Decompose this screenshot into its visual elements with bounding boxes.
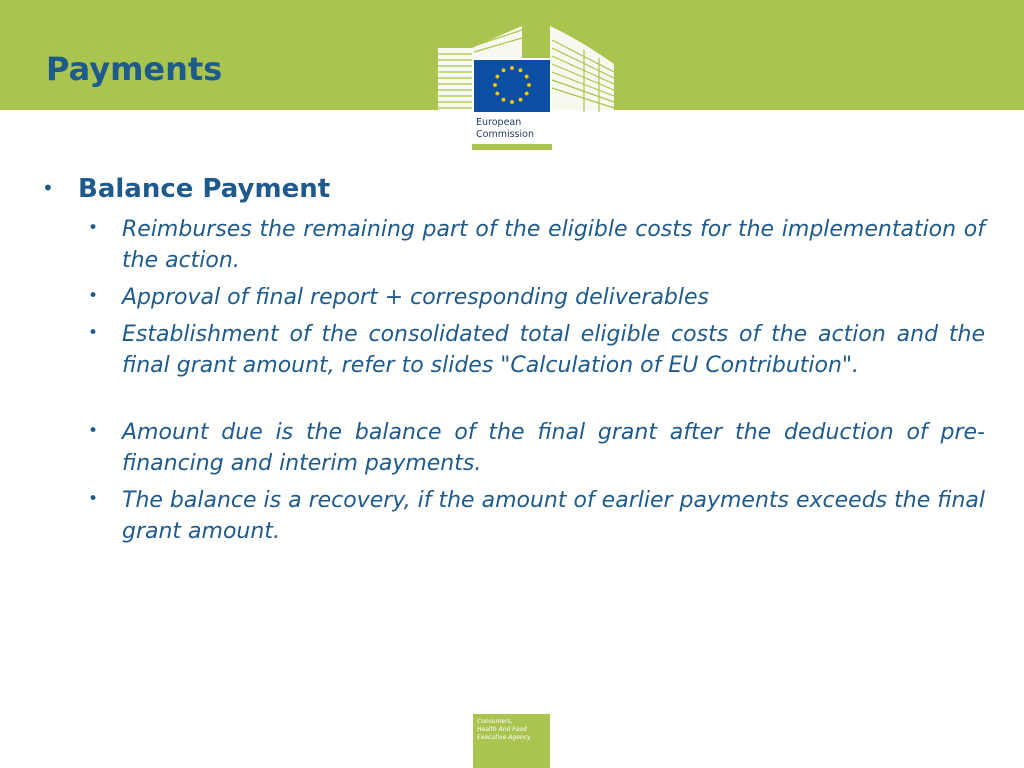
- section-heading: Balance Payment: [78, 174, 331, 204]
- bullet-icon: •: [88, 218, 99, 238]
- bullet-icon: •: [88, 421, 99, 441]
- bullet-text: Establishment of the consolidated total eligible costs of the action and the final grant amount, refer to slides "Calculation of EU Contribution".: [122, 322, 985, 378]
- page-title: Payments: [46, 50, 223, 88]
- bullet-text: The balance is a recovery, if the amount of earlier payments exceeds the final grant amount.: [122, 488, 985, 544]
- bullet-text: Reimburses the remaining part of the eligible costs for the implementation of the action.: [122, 217, 985, 273]
- bullet-text: Approval of final report + corresponding deliverables: [122, 285, 709, 310]
- agency-name: [477, 718, 547, 742]
- agency-line: Health And Food: [477, 726, 527, 733]
- logo-text-commission: Commission: [476, 129, 534, 140]
- logo-text-european: European: [476, 117, 522, 128]
- agency-line: Consumers,: [477, 718, 513, 725]
- agency-logo: [473, 714, 550, 768]
- bullet-icon: •: [88, 323, 99, 343]
- bullet-icon: •: [88, 286, 99, 306]
- bullet-text: Amount due is the balance of the final grant after the deduction of pre-financing and interim payments.: [122, 420, 985, 476]
- main-bullet-icon: •: [42, 176, 54, 200]
- bullet-icon: •: [88, 489, 99, 509]
- agency-line: Executive Agency: [477, 734, 531, 741]
